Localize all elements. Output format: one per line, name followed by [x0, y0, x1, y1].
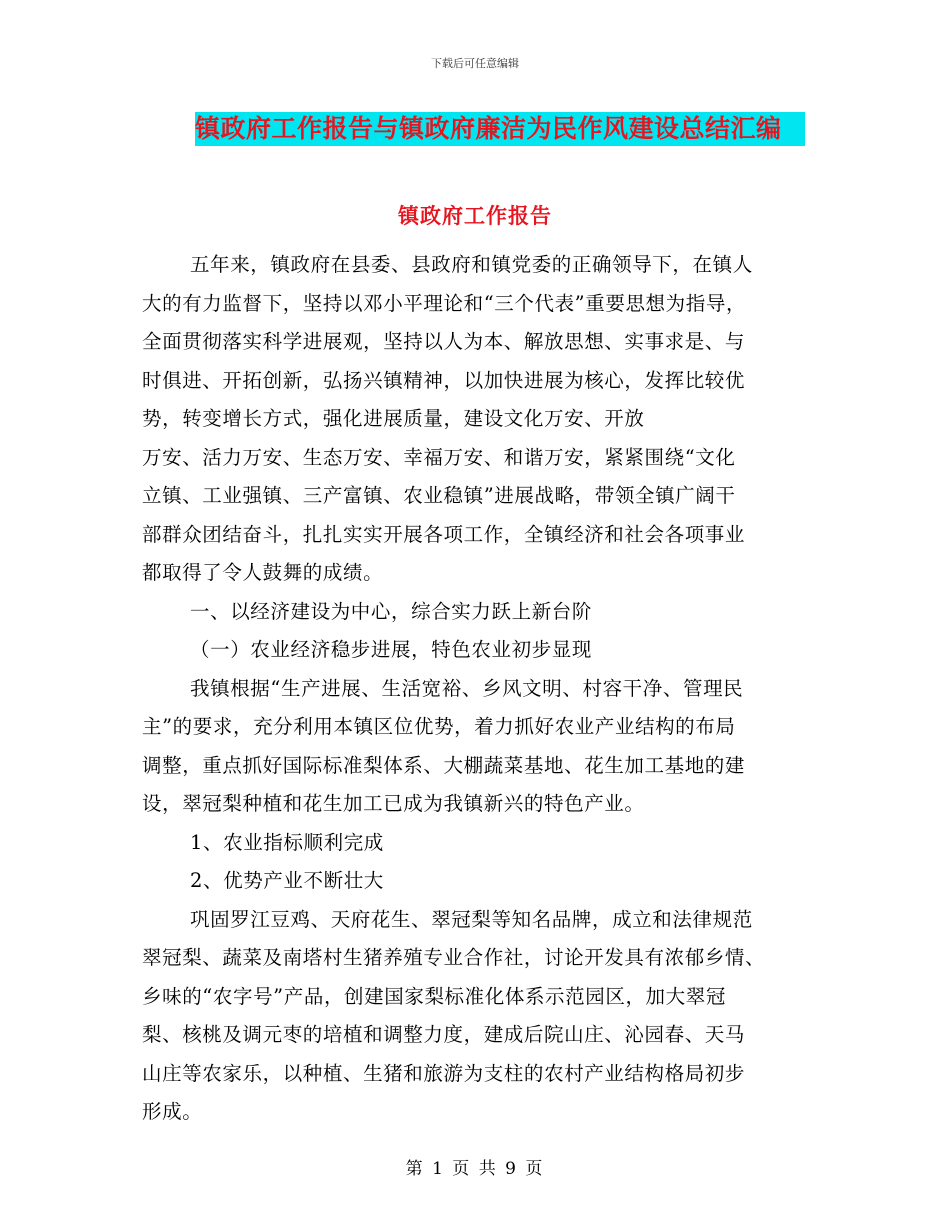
body-line: 山庄等农家乐，以种植、生猪和旅游为支柱的农村产业结构格局初步	[142, 1061, 746, 1085]
body-line: 设，翠冠梨种植和花生加工已成为我镇新兴的特色产业。	[142, 792, 645, 815]
body-line: 全面贯彻落实科学进展观，坚持以人为本、解放思想、实事求是、与	[142, 330, 746, 353]
document-title: 镇政府工作报告与镇政府廉洁为民作风建设总结汇编	[195, 114, 782, 143]
document-title-highlight	[195, 112, 805, 146]
body-line: 我镇根据“生产进展、生活宽裕、乡风文明、村容干净、管理民	[190, 676, 744, 700]
heading-level-3: 1、农业指标顺利完成	[190, 830, 384, 854]
body-line: 势，转变增长方式，强化进展质量，建设文化万安、开放	[142, 407, 645, 430]
section-title: 镇政府工作报告	[398, 204, 552, 228]
body-line: 乡味的“农字号”产品，创建国家梨标准化体系示范园区，加大翠冠	[142, 984, 726, 1008]
body-line: 时俱进、开拓创新，弘扬兴镇精神，以加快进展为核心，发挥比较优	[142, 368, 746, 392]
body-line: 巩固罗江豆鸡、天府花生、翠冠梨等知名品牌，成立和法律规范	[190, 907, 753, 931]
body-line: 主”的要求，充分利用本镇区位优势，着力抓好农业产业结构的布局	[142, 715, 736, 738]
body-line: 万安、活力万安、生态万安、幸福万安、和谐万安，紧紧围绕“文化	[142, 445, 736, 469]
body-line: 翠冠梨、蔬菜及南塔村生猪养殖专业合作社，讨论开发具有浓郁乡情、	[142, 946, 766, 969]
body-line: 五年来，镇政府在县委、县政府和镇党委的正确领导下，在镇人	[190, 253, 753, 276]
document-body	[142, 246, 808, 1132]
body-line: 立镇、工业强镇、三产富镇、农业稳镇”进展战略，带领全镇广阔干	[142, 484, 736, 507]
body-line: 梨、核桃及调元枣的培植和调整力度，建成后院山庄、沁园春、天马	[142, 1023, 746, 1046]
body-line: 形成。	[142, 1100, 203, 1123]
body-line: 调整，重点抓好国际标准梨体系、大棚蔬菜基地、花生加工基地的建	[142, 753, 746, 777]
body-line: 部群众团结奋斗，扎扎实实开展各项工作，全镇经济和社会各项事业	[142, 522, 746, 546]
heading-level-2: （一）农业经济稳步进展，特色农业初步显现	[190, 638, 593, 661]
body-line: 都取得了令人鼓舞的成绩。	[142, 561, 384, 584]
heading-level-1: 一、以经济建设为中心，综合实力跃上新台阶	[190, 599, 593, 623]
heading-level-3: 2、优势产业不断壮大	[190, 869, 384, 892]
body-line: 大的有力监督下，坚持以邓小平理论和“三个代表”重要思想为指导，	[142, 291, 747, 315]
page-number: 第 1 页 共 9 页	[405, 1159, 545, 1179]
header-note: 下载后可任意编辑	[431, 57, 519, 70]
